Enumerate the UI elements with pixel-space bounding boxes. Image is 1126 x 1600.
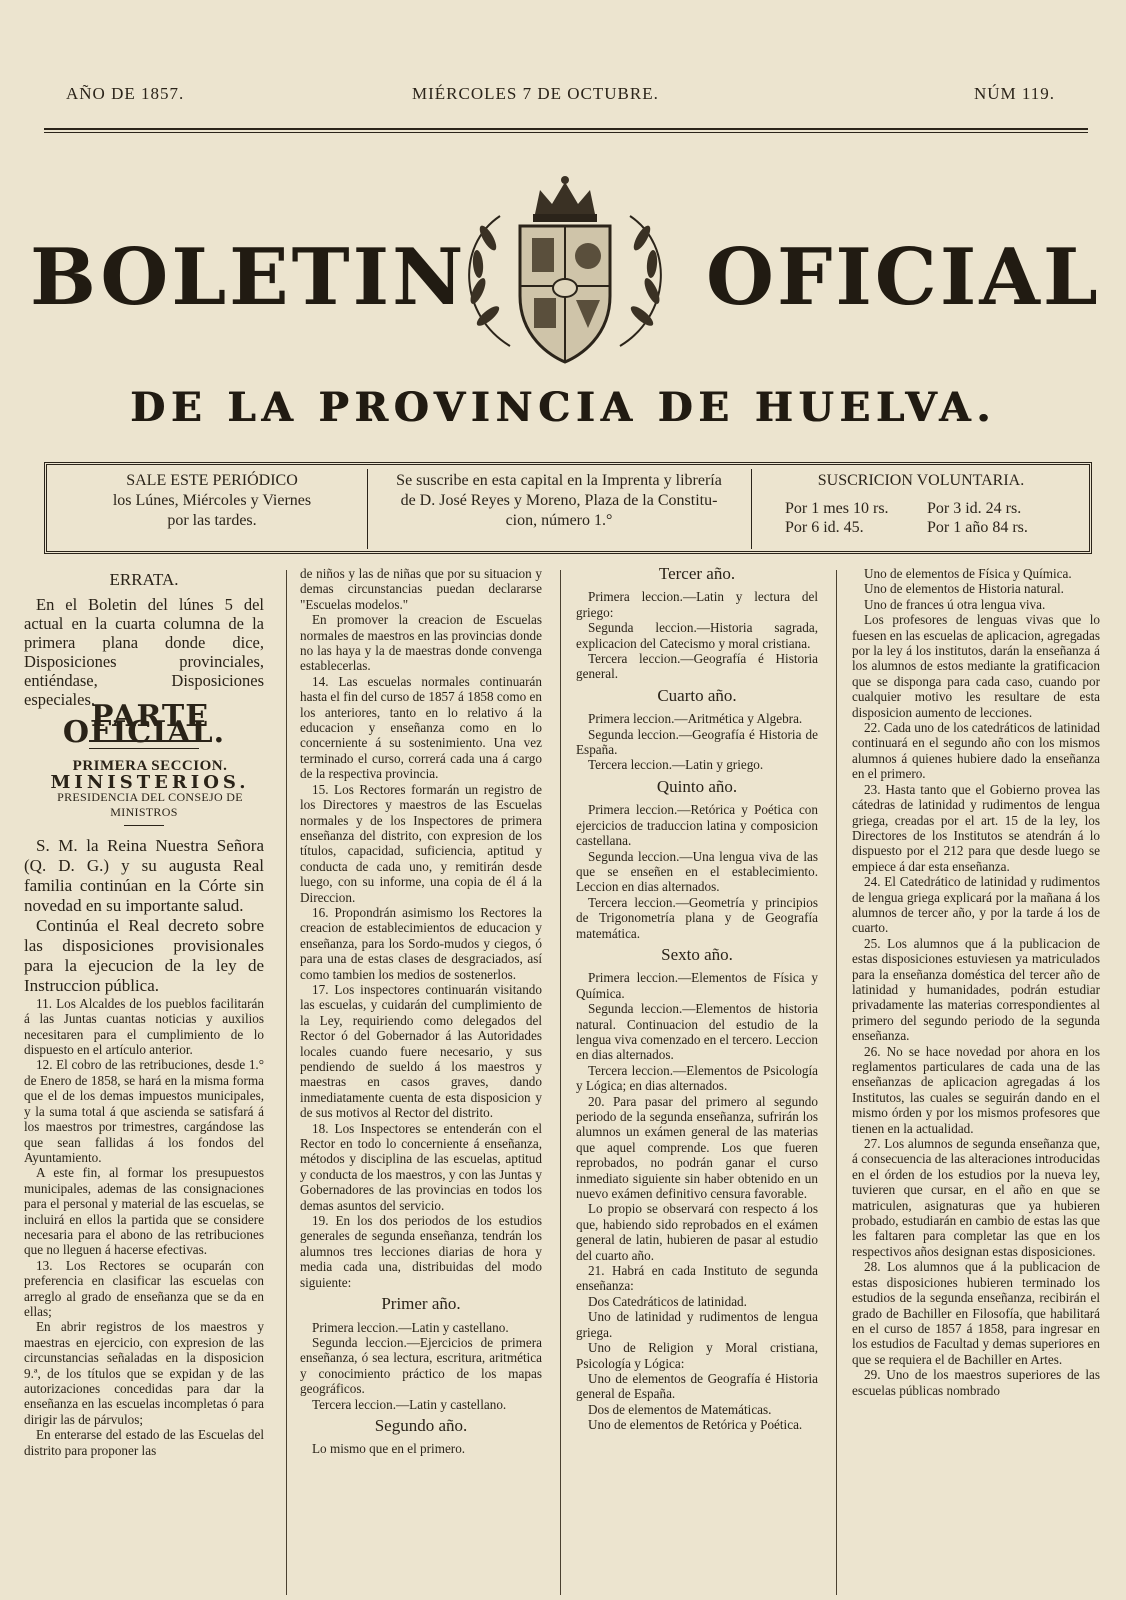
lesson-line: Tercera leccion.—Latin y griego. bbox=[588, 757, 764, 773]
presidency-heading: PRESIDENCIA DEL CONSEJO DE MINISTROS bbox=[57, 790, 243, 820]
faculty-line: Uno de elementos de Física y Química. bbox=[864, 566, 1072, 581]
article-12b: A este fin, al formar los presupuestos municipales, ademas de las consignaciones para el personal y material de las escuelas, se incluirá en ellos la partida que se considere necesaria para el abono de las retribuciones que no lleguen á hacerse efectivas. bbox=[24, 1165, 264, 1258]
faculty-line: Uno de elementos de Retórica y Poética. bbox=[588, 1417, 803, 1433]
royal-health-notice: S. M. la Reina Nuestra Señora (Q. D. G.) y su augusta Real familia continúan en la Córte sin novedad en su importante salud. bbox=[24, 835, 264, 915]
lesson-line: Lo mismo que en el primero. bbox=[312, 1441, 466, 1457]
schedule-block bbox=[67, 471, 357, 531]
rate-entry: Por 6 id. 45. bbox=[785, 519, 864, 536]
rate-entry: Por 1 año 84 rs. bbox=[927, 519, 1028, 536]
faculty-line: Dos Catedráticos de latinidad. bbox=[588, 1293, 747, 1309]
article-28: 28. Los alumnos que á la publicacion de estas disposiciones hubieren terminado los estudios de la segunda enseñanza, recibirán el grado de Bachiller en Filosofía, que habilitará en el curso de 1857 á 1858, para ingresar en los estudios de Facultad y demas superiores en que se requiera el de Bachiller en Artes. bbox=[852, 1259, 1100, 1367]
article-16: 16. Propondrán asimismo los Rectores la creacion de establecimientos de educacion y enseñanza, para los Sordo-mudos y ciegos, ó para una de estas clases de desgraciados, así como tambien los medios de sostenerlos. bbox=[300, 904, 542, 982]
lesson-line: Segunda leccion.—Una lengua viva de las que se enseñen en el establecimiento. Leccion en dias alternados. bbox=[576, 848, 818, 895]
article-11: 11. Los Alcaldes de los pueblos facilitarán á las Juntas cuantas noticias y auxilios necesitaren para el cumplimiento de lo dispuesto en el artículo anterior. bbox=[24, 995, 264, 1058]
where-block bbox=[373, 471, 745, 531]
column-4 bbox=[852, 566, 1100, 1398]
box-divider bbox=[367, 469, 368, 549]
article-15: 15. Los Rectores formarán un registro de los Directores y maestros de las Escuelas normales y de los Inspectores de primera enseñanza del distrito, con expresion de los títulos, capacidad, suficiencia, aptitud y conducta de cada uno, y remitirán desde luego, con su informe, una copia de él á la Direccion. bbox=[300, 781, 542, 905]
masthead-right-word: OFICIAL bbox=[706, 232, 1101, 323]
column-divider bbox=[560, 570, 561, 1595]
faculty-line: Dos de elementos de Matemáticas. bbox=[588, 1401, 772, 1417]
article-27: 27. Los alumnos de segunda enseñanza que, á consecuencia de las alteraciones introducidas en el órden de los estudios por la nueva ley, tuvieren que cursar, en el año en que se matriculen, asignaturas que ya hubieren probado, estudiarán en cambio de estas las que les faltaren para completar las que en los respectivos años designan estas disposiciones. bbox=[852, 1136, 1100, 1259]
article-18: 18. Los Inspectores se entenderán con el Rector en todo lo concerniente á enseñanza, métodos y disciplina de las escuelas, aptitud y conducta de los maestros, y con las Juntas y Gobernadores de las provincias en todos los demas asuntos del servicio. bbox=[300, 1120, 542, 1213]
schedule-line: por las tardes. bbox=[167, 512, 257, 529]
column-divider bbox=[286, 570, 287, 1595]
rate-entry: Por 3 id. 24 rs. bbox=[927, 500, 1022, 517]
year-heading: Segundo año. bbox=[374, 1415, 468, 1435]
column-2 bbox=[300, 566, 542, 1457]
rate-entry: Por 1 mes 10 rs. bbox=[785, 500, 889, 517]
short-rule bbox=[124, 825, 164, 826]
article-14: 14. Las escuelas normales continuarán hasta el fin del curso de 1857 á 1858 como en los anteriores, tanto en lo relativo á la educacion y enseñanza como en lo concerniente á su sostenimiento. Una vez terminado el curso, correrá cada una á cargo de la respectiva provincia. bbox=[300, 673, 542, 782]
date-label: MIÉRCOLES 7 DE OCTUBRE. bbox=[412, 84, 659, 103]
article-20: 20. Para pasar del primero al segundo periodo de la segunda enseñanza, sufrirán los alumnos un exámen general de las materias que aquel comprende. Los que fueren reprobados, no podrán ganar el curso inmediato siguiente sin haber obtenido en un nuevo exámen definitivo censura favorable. bbox=[576, 1093, 818, 1202]
year-label: AÑO DE 1857. bbox=[66, 84, 185, 103]
dateline bbox=[0, 84, 1126, 108]
lesson-line: Tercera leccion.—Geografía é Historia general. bbox=[576, 651, 818, 682]
article-29: 29. Uno de los maestros superiores de las escuelas públicas nombrado bbox=[852, 1367, 1100, 1398]
issue-number: NÚM 119. bbox=[974, 84, 1056, 103]
lesson-line: Segunda leccion.—Ejercicios de primera enseñanza, ó sea lectura, escritura, aritmética y conocimiento práctico de los mapas geográficos. bbox=[300, 1334, 542, 1397]
year-heading: Quinto año. bbox=[656, 776, 738, 796]
where-line: de D. José Reyes y Moreno, Plaza de la Constitu- bbox=[400, 492, 718, 509]
article-25: 25. Los alumnos que á la publicacion de estas disposiciones estuviesen ya matriculados para la enseñanza doméstica del tercer año de latinidad y humanidades, podrán estudiar privadamente las materias correspondientes al primero del segundo periodo de la segunda enseñanza. bbox=[852, 935, 1100, 1044]
article-20b: Lo propio se observará con respecto á los que, habiendo sido reprobados en el exámen general de latin, hubieren de pasar al estudio del cuarto año. bbox=[576, 1201, 818, 1263]
masthead-subtitle: DE LA PROVINCIA DE HUELVA. bbox=[130, 384, 996, 431]
faculty-line: Uno de Religion y Moral cristiana, Psicología y Lógica: bbox=[576, 1340, 818, 1371]
header-rule-thin bbox=[44, 132, 1088, 133]
column-1 bbox=[24, 566, 264, 1458]
article-21-note: Los profesores de lenguas vivas que lo fuesen en las escuelas de aplicacion, agregadas por la ley á los institutos, darán la enseñanza á los alumnos de estos mediante la gratificacion que se disponga para cada caso, cuando por cualquier motivo les resultare de esta disposicion aumento de lecciones. bbox=[852, 612, 1100, 720]
lesson-line: Primera leccion.—Elementos de Física y Química. bbox=[576, 970, 818, 1001]
errata-text: En el Boletin del lúnes 5 del actual en la cuarta columna de la primera plana donde dice, Disposiciones provinciales, entiéndase, Disposiciones especiales. bbox=[24, 595, 264, 710]
lesson-line: Primera leccion.—Retórica y Poética con ejercicios de traduccion latina y composicion castellana. bbox=[576, 802, 818, 849]
lesson-line: Primera leccion.—Latin y lectura del griego: bbox=[576, 589, 818, 620]
faculty-line: Uno de frances ú otra lengua viva. bbox=[864, 596, 1046, 612]
lesson-line: Primera leccion.—Latin y castellano. bbox=[312, 1319, 509, 1335]
article-13c: En enterarse del estado de las Escuelas del distrito para proponer las bbox=[24, 1427, 264, 1458]
lesson-line: Tercera leccion.—Elementos de Psicología y Lógica; en dias alternados. bbox=[576, 1062, 818, 1094]
header-rule bbox=[44, 128, 1088, 130]
article-13e: En promover la creacion de Escuelas normales de maestros en las provincias donde no las haya y la de maestras donde convenga establecerlas. bbox=[300, 612, 542, 674]
article-22: 22. Cada uno de los catedráticos de latinidad continuará en el segundo año con los mismos alumnos á quienes hubiere dado la enseñanza en el primero. bbox=[852, 720, 1100, 782]
section-heading: PRIMERA SECCION. bbox=[72, 758, 228, 775]
year-heading: Tercer año. bbox=[658, 564, 736, 583]
lesson-line: Segunda leccion.—Historia sagrada, explicacion del Catecismo y moral cristiana. bbox=[576, 620, 818, 651]
article-19: 19. En los dos periodos de los estudios generales de segunda enseñanza, tendrán los alumnos tres lecciones diarias de hora y media cada una, distribuidas del modo siguiente: bbox=[300, 1213, 542, 1290]
rates-block bbox=[761, 471, 1081, 551]
errata-title: ERRATA. bbox=[109, 570, 179, 589]
year-heading: Primer año. bbox=[381, 1294, 461, 1314]
where-line: cion, número 1.° bbox=[505, 512, 613, 529]
article-26: 26. No se hace novedad por ahora en los reglamentos particulares de cada una de las enseñanzas de aplicacion agregadas á los Institutos, las cuales se seguirán dando en el mismo órden y por los mismos profesores que tienen en la actualidad. bbox=[852, 1043, 1100, 1136]
schedule-line: SALE ESTE PERIÓDICO bbox=[126, 472, 298, 489]
voluntary-title: SUSCRICION VOLUNTARIA. bbox=[817, 472, 1025, 489]
article-17: 17. Los inspectores continuarán visitando las escuelas, y cuidarán del cumplimiento de la Ley, requiriendo como delegados del Rector ó del Gobernador á las Autoridades locales cuando fuere necesario, y sus pendiendo de sueldo á los maestros y maestras en casos graves, dando inmediatamente cuenta de esta disposicion y de sus motivos al Rector del distrito. bbox=[300, 981, 542, 1121]
lesson-line: Tercera leccion.—Latin y castellano. bbox=[312, 1396, 507, 1412]
lesson-line: Tercera leccion.—Geometría y principios de Trigonometría plana y de Geografía matemática. bbox=[576, 894, 818, 941]
faculty-line: Uno de elementos de Geografía é Historia general de España. bbox=[576, 1370, 818, 1402]
decree-continuation: Continúa el Real decreto sobre las disposiciones provisionales para la ejecucion de la ley de Instruccion pública. bbox=[24, 915, 264, 995]
ministries-heading: MINISTERIOS. bbox=[50, 771, 250, 793]
year-heading: Cuarto año. bbox=[657, 685, 737, 705]
lesson-line: Segunda leccion.—Elementos de historia natural. Continuacion del estudio de la lengua viva comenzado en el tercero. Leccion en dias alternados. bbox=[576, 1001, 819, 1063]
article-13d: de niños y las de niñas que por su situacion y demas circunstancias puedan declararse "Escuelas modelos." bbox=[300, 566, 542, 612]
box-divider bbox=[751, 469, 752, 549]
royal-crest-icon bbox=[440, 176, 690, 376]
schedule-line: los Lúnes, Miércoles y Viernes bbox=[112, 492, 312, 509]
lesson-line: Segunda leccion.—Geografía é Historia de España. bbox=[576, 726, 818, 758]
article-21: 21. Habrá en cada Instituto de segunda enseñanza: bbox=[576, 1263, 818, 1294]
lesson-line: Primera leccion.—Aritmética y Algebra. bbox=[588, 711, 803, 727]
article-13b: En abrir registros de los maestros y maestras en ejercicio, con expresion de las circunstancias señaladas en la disposicion 9.ª, de los títulos que se expidan y de las autorizaciones concedidas para dar la enseñanza en las escuelas incompletas ó para dirigir las de párvulos; bbox=[24, 1319, 264, 1427]
masthead-left-word: BOLETIN bbox=[30, 232, 467, 323]
faculty-line: Uno de latinidad y rudimentos de lengua griega. bbox=[576, 1309, 818, 1340]
subscription-box bbox=[44, 462, 1092, 554]
year-heading: Sexto año. bbox=[661, 944, 733, 964]
faculty-line: Uno de elementos de Historia natural. bbox=[864, 581, 1064, 597]
column-divider bbox=[836, 570, 837, 1595]
column-3 bbox=[576, 566, 818, 1433]
article-24: 24. El Catedrático de latinidad y rudimentos de lengua griega explicará por la mañana á los alumnos de tercer año, y por la tarde á los de cuarto. bbox=[852, 874, 1100, 936]
article-13: 13. Los Rectores se ocuparán con preferencia en clasificar las escuelas con arreglo al grado de enseñanza que se da en ellas; bbox=[24, 1257, 264, 1319]
article-23: 23. Hasta tanto que el Gobierno provea las cátedras de latinidad y rudimentos de lengua griega, creadas por el art. 15 de la ley, los Directores de los Institutos se atendrán á lo dispuesto por el 212 para que desde luego se empiece á dar esta enseñanza. bbox=[852, 781, 1100, 874]
where-line: Se suscribe en esta capital en la Imprenta y librería bbox=[396, 472, 722, 489]
parte-oficial-heading: PARTE OFICIAL. bbox=[62, 699, 226, 750]
article-12: 12. El cobro de las retribuciones, desde 1.° de Enero de 1858, se hará en la misma forma que el de los demas impuestos municipales, y la suma total á que ascienda se satisfará á los maestros por trimestres, cargándose las que sean fallidas á los fondos del Ayuntamiento. bbox=[24, 1057, 264, 1165]
